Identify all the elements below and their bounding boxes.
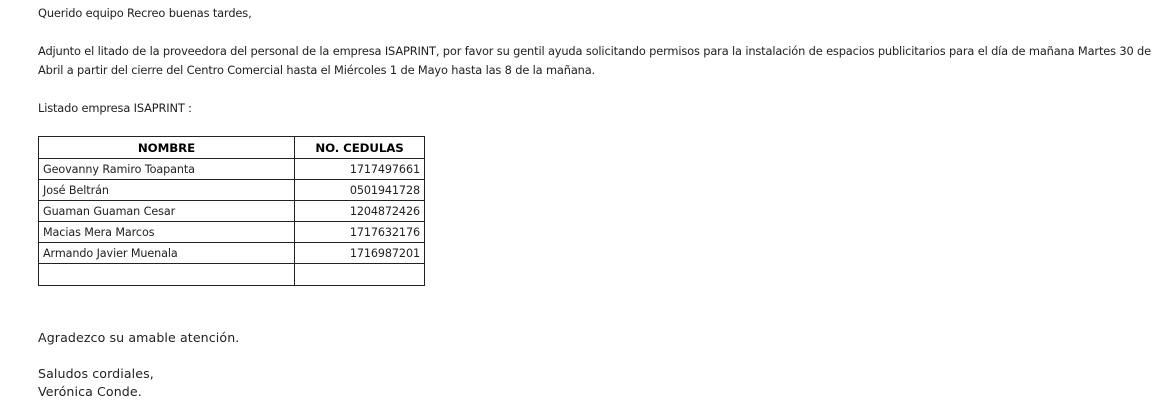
table-row	[39, 222, 425, 243]
table-header-row	[39, 137, 425, 159]
table-row	[39, 159, 425, 180]
table-row	[39, 243, 425, 264]
header-cedulas: NO. CEDULAS	[295, 137, 425, 159]
list-title: Listado empresa ISAPRINT :	[38, 101, 192, 115]
cell-name	[39, 264, 295, 286]
cell-id: 1204872426	[295, 201, 425, 222]
signature-text: Verónica Conde.	[38, 384, 142, 399]
employee-table	[38, 136, 425, 286]
cell-id: 1716987201	[295, 243, 425, 264]
body-paragraph: Adjunto el litado de la proveedora del personal de la empresa ISAPRINT, por favor su gentil ayuda solicitando permisos para la instalación de espacios publicitarios para el día de mañana Martes 30 de Abril a partir del cierre del Centro Comercial hasta el Miércoles 1 de Mayo hasta las 8 de la mañana.	[38, 44, 1151, 77]
cell-id: 0501941728	[295, 180, 425, 201]
cell-name: Geovanny Ramiro Toapanta	[39, 159, 295, 180]
greeting-text: Querido equipo Recreo buenas tardes,	[38, 6, 252, 20]
cell-name: Macias Mera Marcos	[39, 222, 295, 243]
cell-id	[295, 264, 425, 286]
table-row-empty	[39, 264, 425, 286]
cell-name: Guaman Guaman Cesar	[39, 201, 295, 222]
table-row	[39, 201, 425, 222]
cell-id: 1717632176	[295, 222, 425, 243]
cell-id: 1717497661	[295, 159, 425, 180]
header-nombre: NOMBRE	[39, 137, 295, 159]
cell-name: José Beltrán	[39, 180, 295, 201]
thanks-text: Agradezco su amable atención.	[38, 330, 240, 345]
table-row	[39, 180, 425, 201]
cell-name: Armando Javier Muenala	[39, 243, 295, 264]
closing-text: Saludos cordiales,	[38, 366, 154, 381]
